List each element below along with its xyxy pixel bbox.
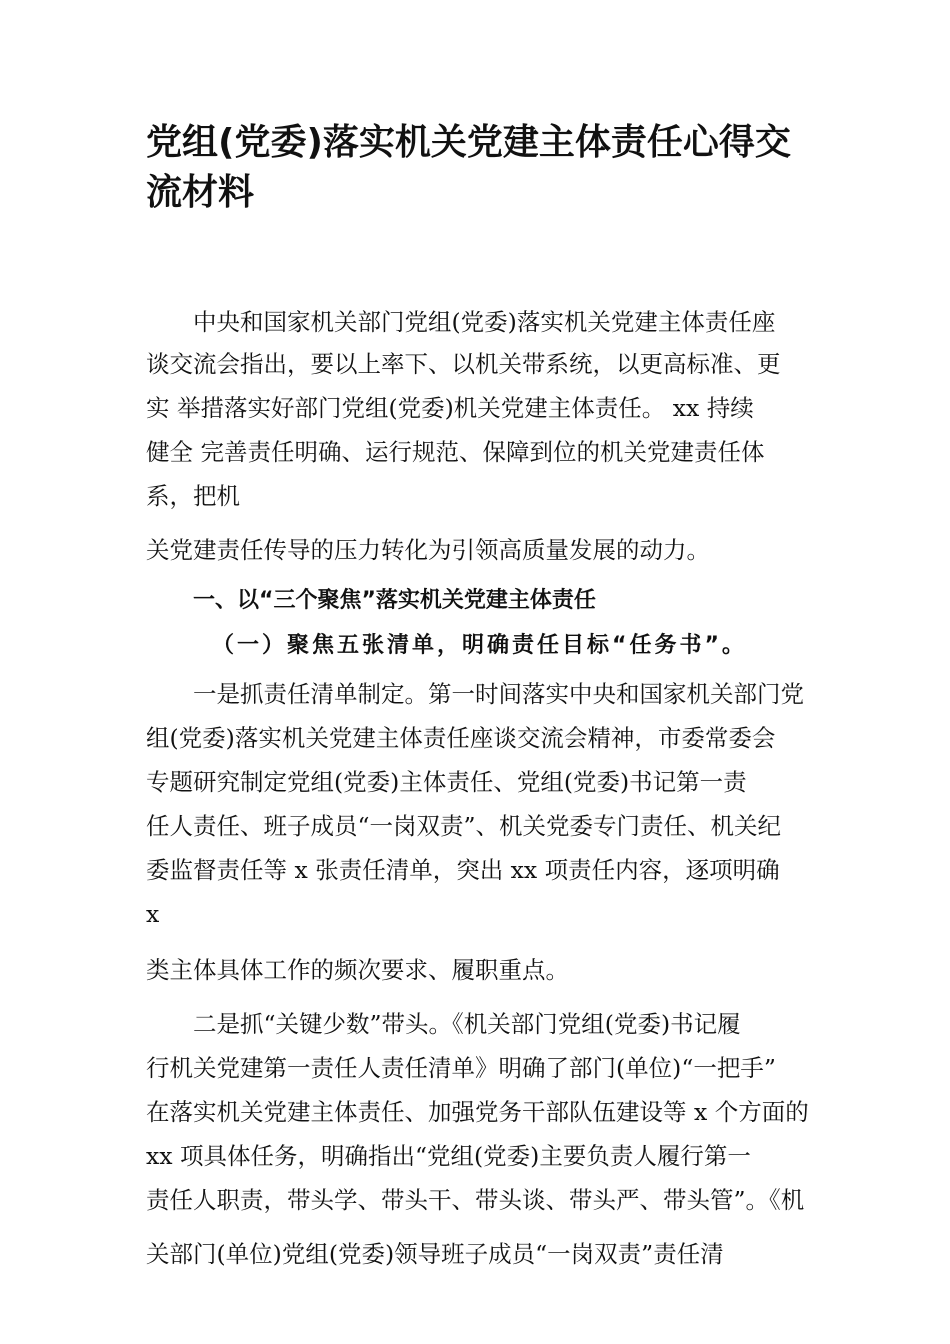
body-line: 谈交流会指出，要以上率下、以机关带系统，以更高标准、更 <box>146 350 781 378</box>
body-line: 类主体具体工作的频次要求、履职重点。 <box>146 956 569 984</box>
body-line: 系，把机 <box>146 482 240 510</box>
body-line: 健全 完善责任明确、运行规范、保障到位的机关党建责任体 <box>146 438 765 466</box>
subsection-heading: （一）聚焦五张清单，明确责任目标“任务书”。 <box>212 633 747 658</box>
body-line: 二是抓“关键少数”带头。《机关部门党组(党委)书记履 <box>193 1010 741 1038</box>
body-line: 在落实机关党建主体责任、加强党务干部队伍建设等 x 个方面的 <box>146 1098 809 1126</box>
document-title: 党组(党委)落实机关党建主体责任心得交流材料 <box>146 122 791 213</box>
body-line: 实 举措落实好部门党组(党委)机关党建主体责任。 xx 持续 <box>146 394 754 422</box>
body-line: x <box>146 900 160 928</box>
body-line: 专题研究制定党组(党委)主体责任、党组(党委)书记第一责 <box>146 768 747 796</box>
body-line: 责任人职责，带头学、带头干、带头谈、带头严、带头管”。《机 <box>146 1186 805 1214</box>
body-line: 委监督责任等 x 张责任清单，突出 xx 项责任内容，逐项明确 <box>146 856 780 884</box>
body-line: 行机关党建第一责任人责任清单》明确了部门(单位)“一把手” <box>146 1054 776 1082</box>
body-line: 关部门(单位)党组(党委)领导班子成员“一岗双责”责任清 <box>146 1240 724 1268</box>
body-line: 一是抓责任清单制定。第一时间落实中央和国家机关部门党 <box>193 680 804 708</box>
body-line: 关党建责任传导的压力转化为引领高质量发展的动力。 <box>146 536 710 564</box>
body-line: 组(党委)落实机关党建主体责任座谈交流会精神，市委常委会 <box>146 724 776 752</box>
section-heading: 一、以“三个聚焦”落实机关党建主体责任 <box>193 588 596 613</box>
body-line: 中央和国家机关部门党组(党委)落实机关党建主体责任座 <box>193 308 776 336</box>
body-line: 任人责任、班子成员“一岗双责”、机关党委专门责任、机关纪 <box>146 812 782 840</box>
body-line: xx 项具体任务，明确指出“党组(党委)主要负责人履行第一 <box>146 1142 751 1170</box>
